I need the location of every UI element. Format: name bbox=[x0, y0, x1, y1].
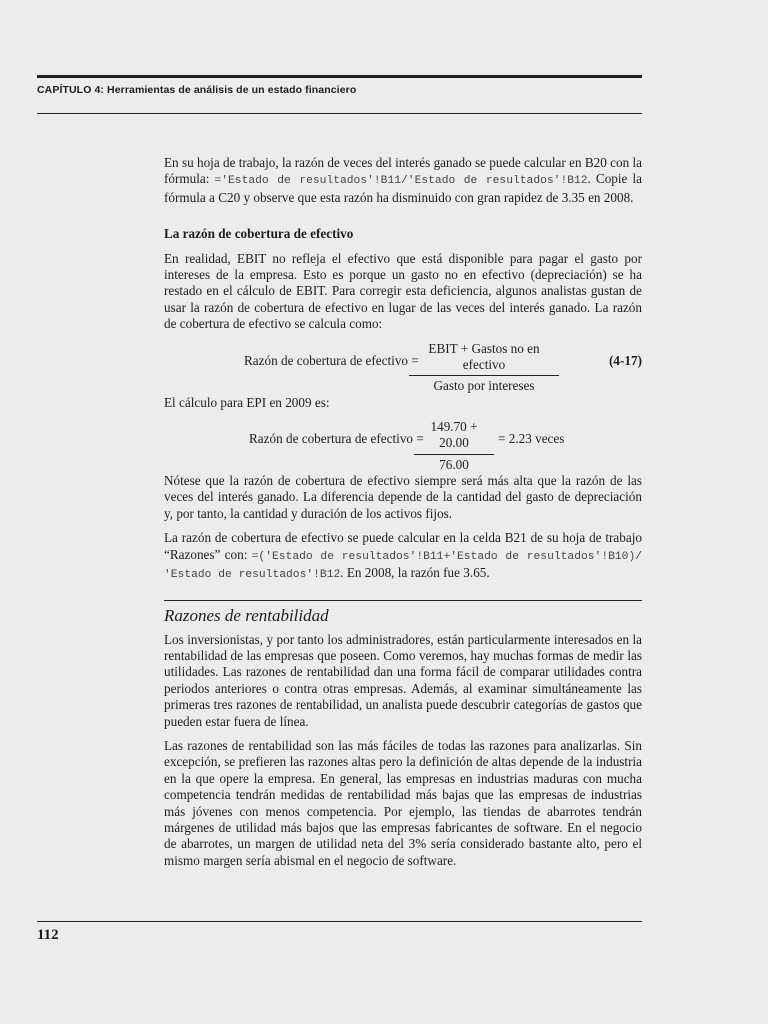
text: En su hoja de trabajo, la razón de veces del interés ganado se puede calcular en B20 con la fórmula: bbox=[164, 155, 642, 187]
text: La razón de cobertura de efectivo se puede calcular en la celda B21 de su hoja de trabajo “Razones” con: bbox=[164, 530, 642, 562]
paragraph: Los inversionistas, y por tanto los administradores, están particularmente interesados en la rentabilidad de las empresas que poseen. Como veremos, hay muchas formas de medir las utilidades. Las razones de rentabilidad dan una forma fácil de comparar utilidades contra periodos anteriores o contra otras empresas. Además, al examinar simultáneamente las primeras tres razones de rentabilidad, un analista puede descubrir categorías de gastos que pueden estar fuera de línea. bbox=[164, 631, 642, 729]
paragraph: El cálculo para EPI en 2009 es: bbox=[164, 394, 330, 410]
paragraph: En realidad, EBIT no refleja el efectivo que está disponible para pagar el gasto por intereses de la empresa. Esto es porque un gasto no en efectivo (depreciación) se ha restado en el cálculo de EBIT. Para corregir esta deficiencia, algunos analistas gustan de usar la razón de cobertura de efectivo en lugar de las veces del interés ganado. La razón de cobertura de efectivo se calcula como: bbox=[164, 250, 642, 332]
body-text bbox=[164, 155, 642, 877]
equation-lhs: Razón de cobertura de efectivo = bbox=[244, 352, 419, 368]
paragraph: Las razones de rentabilidad son las más fáciles de todas las razones para analizarlas. Sin excepción, se prefieren las razones altas pero la definición de altas depende de la industria en la que opere la empresa. En general, las empresas en industrias maduras con mucha competencia tendrán medidas de rentabilidad más bajas que las empresas de industrias más jóvenes con menos competencia. Por ejemplo, las tiendas de abarrotes tendrán márgenes de utilidad más bajos que las empresas fabricantes de software. En el negocio de abarrotes, un margen de utilidad neta del 3% sería considerado bastante alto, pero el mismo margen sería abismal en el negocio de software. bbox=[164, 737, 642, 868]
equation-number: (4-17) bbox=[609, 352, 642, 368]
chapter-header: CAPÍTULO 4: Herramientas de análisis de un estado financiero bbox=[37, 84, 357, 96]
formula-code: =('Estado de resultados'!B11+'Estado de resultados'!B10)/ 'Estado de resultados'!B12 bbox=[164, 550, 642, 582]
fraction bbox=[409, 341, 559, 395]
paragraph: Nótese que la razón de cobertura de efectivo siempre será más alta que la razón de las veces del interés ganado. La diferencia depende de la cantidad del gasto de depreciación y, por tanto, la cantidad y duración de los activos fijos. bbox=[164, 473, 642, 521]
page-number: 112 bbox=[37, 927, 59, 943]
text: . Copie la fórmula a C20 y observe que esta razón ha disminuido con gran rapidez de 3.35 en 2008. bbox=[164, 171, 642, 205]
equation-result: = 2.23 veces bbox=[498, 431, 565, 447]
equation-calc bbox=[164, 419, 642, 472]
section-profitability bbox=[164, 606, 642, 870]
section-rule bbox=[164, 600, 642, 601]
equation-4-17 bbox=[164, 340, 642, 394]
equation-lhs: Razón de cobertura de efectivo = bbox=[249, 431, 424, 447]
text: . En 2008, la razón fue 3.65. bbox=[340, 565, 490, 581]
denominator: 76.00 bbox=[439, 456, 469, 472]
paragraph bbox=[164, 155, 642, 206]
fraction bbox=[414, 419, 494, 473]
section-title: Razones de rentabilidad bbox=[164, 605, 329, 625]
subheading: La razón de cobertura de efectivo bbox=[164, 226, 354, 242]
header-rule bbox=[37, 75, 642, 78]
numerator: EBIT + Gastos no en efectivo bbox=[409, 341, 559, 377]
footer-rule bbox=[37, 921, 642, 922]
formula-code: ='Estado de resultados'!B11/'Estado de resultados'!B12 bbox=[214, 175, 588, 188]
header-underline bbox=[37, 113, 642, 114]
denominator: Gasto por intereses bbox=[433, 378, 535, 394]
paragraph bbox=[164, 530, 642, 583]
numerator: 149.70 + 20.00 bbox=[414, 419, 494, 455]
